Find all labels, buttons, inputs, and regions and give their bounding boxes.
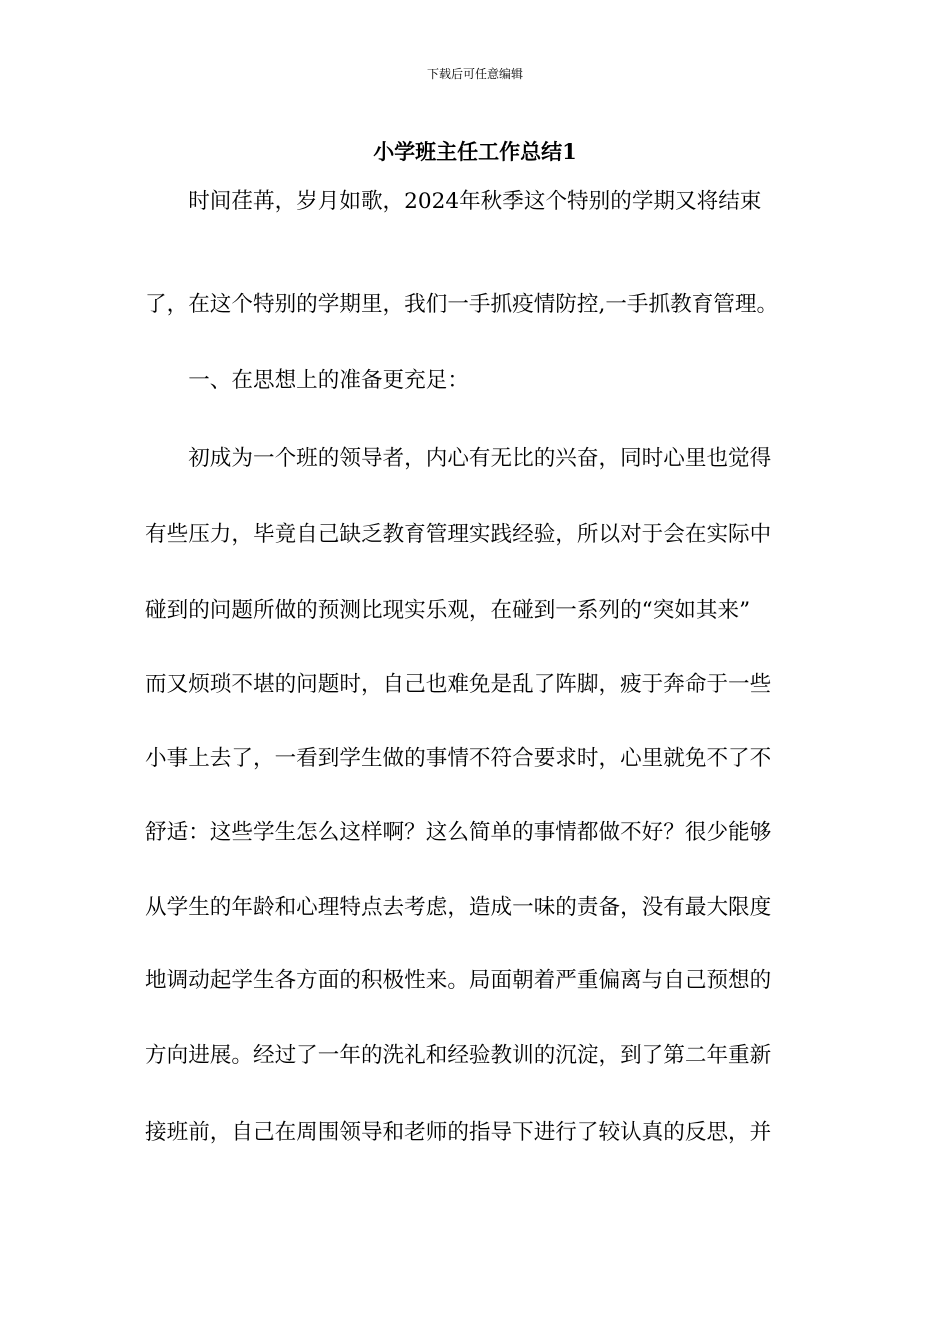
text-line-8: 舒适：这些学生怎么这样啊？这么简单的事情都做不好？很少能够 [145, 820, 772, 845]
text-line-10: 地调动起学生各方面的积极性来。局面朝着严重偏离与自己预想的 [145, 968, 772, 993]
text-line-12: 接班前，自己在周围领导和老师的指导下进行了较认真的反思，并 [145, 1120, 772, 1145]
text-line-6: 而又烦琐不堪的问题时，自己也难免是乱了阵脚，疲于奔命于一些 [145, 672, 772, 697]
text-line-9: 从学生的年龄和心理特点去考虑，造成一味的责备，没有最大限度 [145, 895, 772, 920]
text-line-4: 有些压力，毕竟自己缺乏教育管理实践经验，所以对于会在实际中 [145, 522, 772, 547]
text-line-5: 碰到的问题所做的预测比现实乐观，在碰到一系列的“突如其来” [145, 598, 751, 623]
text-line-3: 初成为一个班的领导者，内心有无比的兴奋，同时心里也觉得 [145, 446, 772, 471]
text-line-1: 时间荏苒，岁月如歌，2024年秋季这个特别的学期又将结束 [145, 189, 762, 214]
section-heading-1: 一、在思想上的准备更充足： [145, 368, 469, 393]
document-title: 小学班主任工作总结1 [373, 139, 577, 164]
text-line-11: 方向进展。经过了一年的洗礼和经验教训的沉淀，到了第二年重新 [145, 1043, 772, 1068]
text-line-7: 小事上去了，一看到学生做的事情不符合要求时，心里就免不了不 [145, 746, 772, 771]
page-header-note: 下载后可任意编辑 [426, 67, 523, 81]
text-line-2: 了，在这个特别的学期里，我们一手抓疫情防控,一手抓教育管理。 [145, 292, 779, 317]
